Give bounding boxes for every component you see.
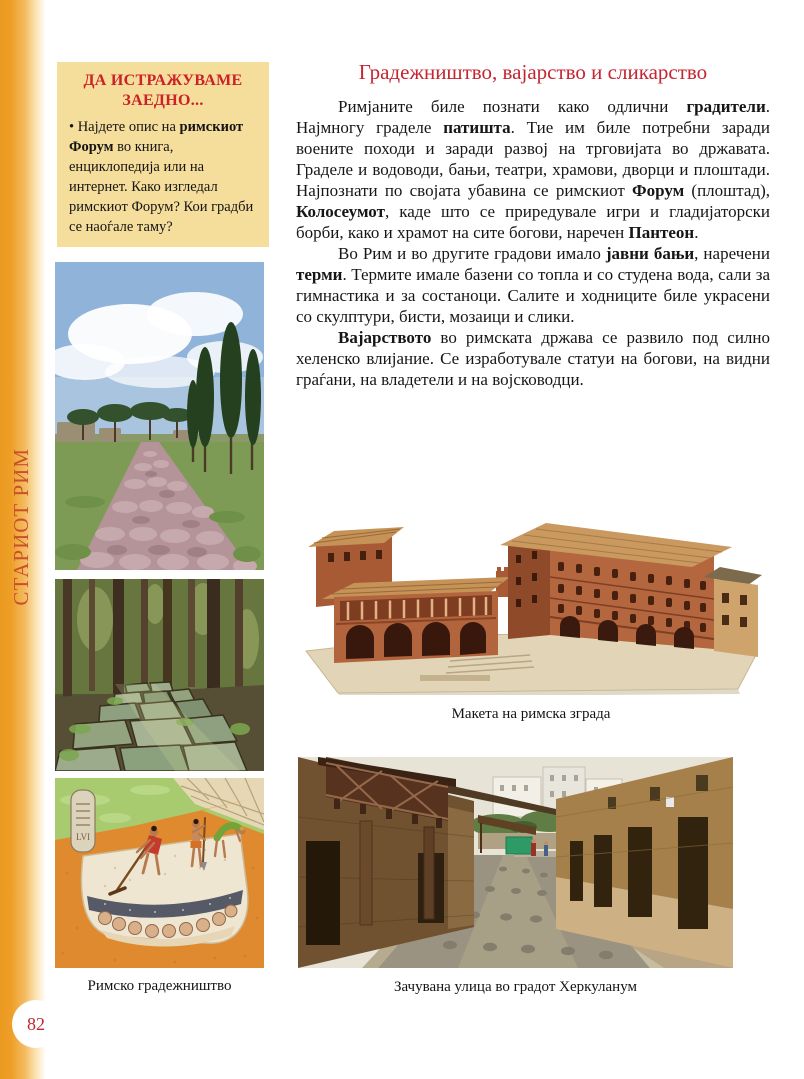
page-number-text: 82 — [27, 1013, 45, 1034]
caption-roman-construction: Римско градежништво — [87, 978, 232, 994]
photo-appian-way — [55, 262, 264, 570]
paragraph-builders: Римјаните биле познати како одлични градители. Најмногу граделе патишта. Тие им биле потребни заради воените походи и заради развој на трговијата во државата. Граделе и водоводи, бањи, театри, храмови, дворци и плоштади. Најпознати по својата убавина се римскиот Форум (плоштад), Колосеумот, каде што се приредувале игри и гладијаторски борби, како и храмот на сите богови, наречен Пантеон. — [296, 97, 771, 242]
road-construction-graphic — [55, 778, 264, 968]
activity-box-text: • Најдете опис на римскиот Форум во книга, енциклопедија или на интернет. Како изгледал римскиот Форум? Кои градби се наоѓале таму? — [69, 119, 254, 235]
forest-road-graphic — [55, 579, 264, 771]
herculaneum-street-graphic — [298, 757, 733, 968]
page-number-badge — [12, 1000, 60, 1048]
photo-roman-building-model — [300, 483, 762, 695]
main-text-column — [296, 60, 770, 390]
appian-way-graphic — [55, 262, 264, 570]
photo-forest-roman-road — [55, 579, 264, 771]
photo-herculaneum-street — [298, 757, 733, 968]
illustration-roman-road-construction — [55, 778, 264, 968]
paragraph-sculpture: Вајарството во римската држава се развило под силно хеленско влијание. Се изработувале статуи на богови, на видни граѓани, на владетели и на војсководци. — [296, 328, 770, 389]
caption-building-model: Макета на римска зграда — [451, 706, 611, 722]
chapter-vertical-title-text: СТАРИОТ РИМ — [8, 448, 33, 606]
caption-herculaneum-street: Зачувана улица во градот Херкуланум — [393, 979, 638, 995]
activity-box-title: ДА ИСТРАЖУВАМЕ ЗАЕДНО... — [83, 72, 243, 109]
activity-box — [57, 62, 269, 247]
paragraph-baths: Во Рим и во другите градови имало јавни бањи, наречени терми. Термите имале базени со топла и со студена вода, сали за гимнастика и за состаноци. Салите и ходниците биле украсени со скулптури, бисти, мозаици и слики. — [296, 244, 770, 326]
chapter-vertical-title — [0, 437, 42, 617]
building-model-graphic — [300, 483, 762, 695]
section-title: Градежништво, вајарство и сликарство — [358, 60, 708, 84]
svg-text:LVI: LVI — [76, 832, 91, 842]
